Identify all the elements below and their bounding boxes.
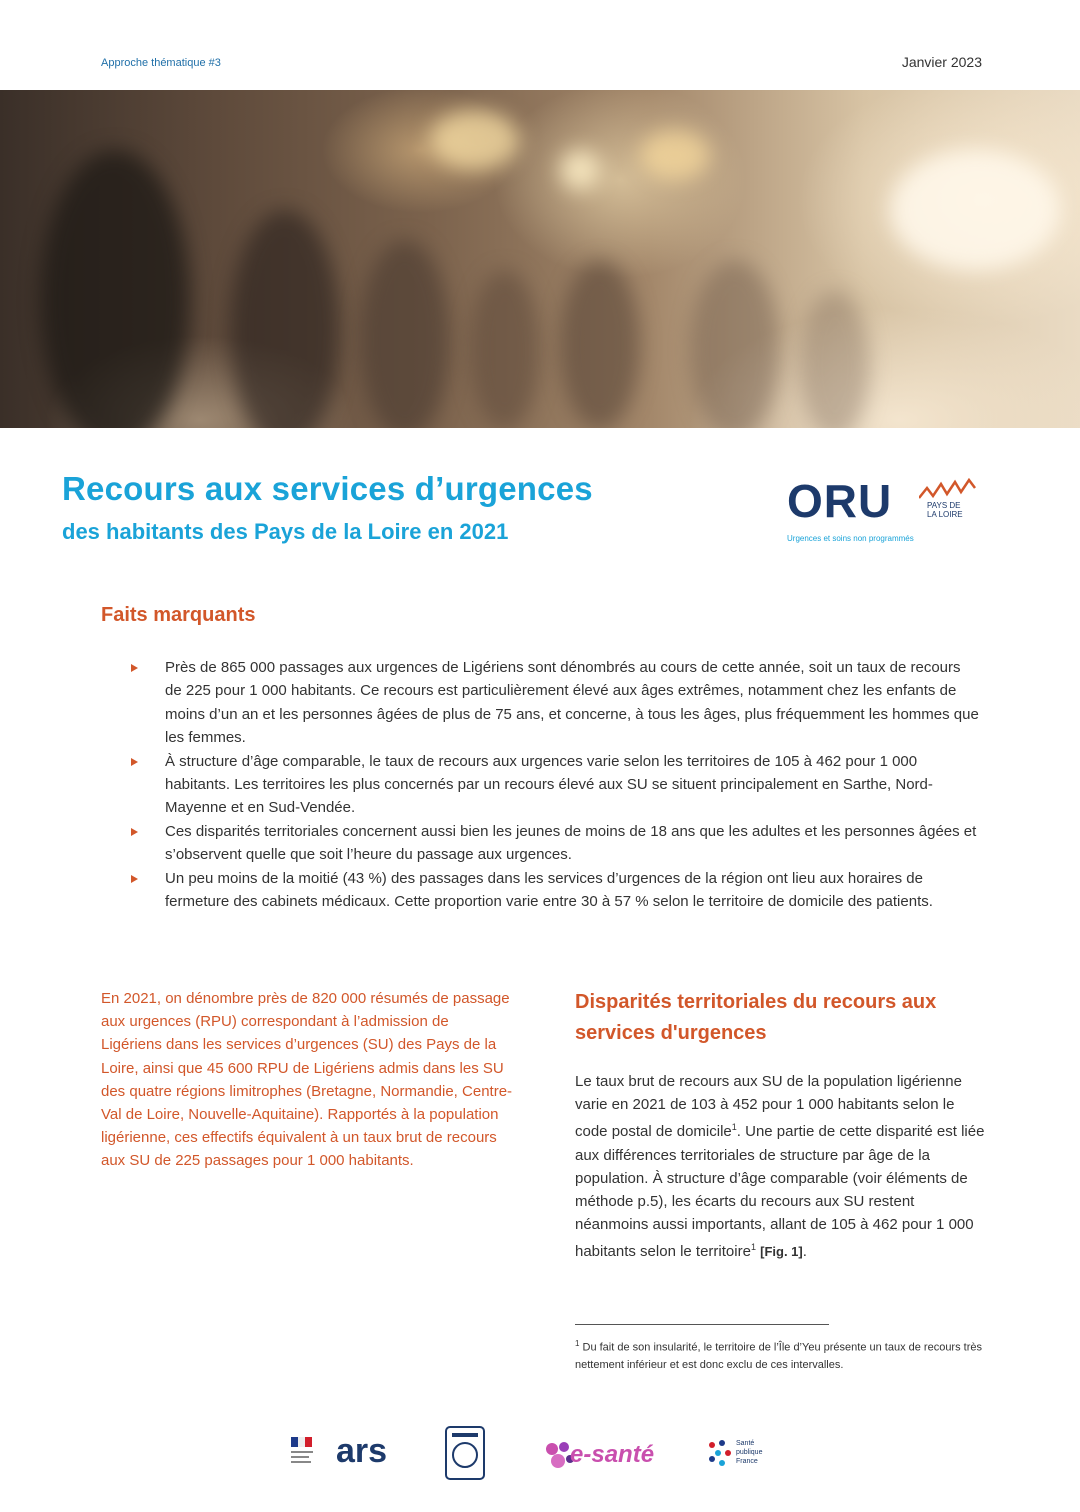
footnote: $^1$ Du fait de son insularité, le territoire de l’Île d’Yeu présente un taux de recours très nettement inférieur et est donc exclu de ces intervalles. (575, 1339, 982, 1372)
oru-logo-region: PAYS DE LA LOIRE (927, 501, 963, 519)
bullet-arrow-icon (131, 875, 138, 883)
oru-logo-text: ORU (787, 475, 893, 527)
faits-marquants-list (131, 656, 981, 913)
hero-photo (0, 90, 1080, 428)
republique-francaise-logo (291, 1437, 313, 1471)
disparites-paragraph: Le taux brut de recours aux SU de la population ligérienne varie en 2021 de 103 à 452 pour 1 000 habitants selon le code postal de domicile$^1$. Une partie de cette disparité est liée aux différences territoriales de structure par âge de la population. À structure d’âge comparable (voir éléments de méthode p.5), les écarts du recours aux SU restent néanmoins aussi importants, allant de 105 à 462 pour 1 000 habitants selon le territoire$^1$ [Fig. 1]. (575, 1073, 985, 1261)
bullet-arrow-icon (131, 828, 138, 836)
main-title: Recours aux services d’urgences (62, 470, 593, 507)
ors-logo (444, 1425, 486, 1481)
bullet-arrow-icon (131, 664, 138, 672)
publication-date: Janvier 2023 (901, 54, 982, 70)
bullet-arrow-icon (131, 758, 138, 766)
list-item: Ces disparités territoriales concernent aussi bien les jeunes de moins de 18 ans que les adultes et les personnes âgées et s’observent quelle que soit l’heure du passage aux urgences. (131, 820, 981, 867)
ars-logo: ars (336, 1432, 388, 1470)
list-item: À structure d’âge comparable, le taux de recours aux urgences varie selon les territoires de 105 à 462 pour 1 000 habitants. Les territoires les plus concernés par un recours élevé aux SU se situent principalement en Sarthe, Nord-Mayenne et en Sud-Vendée. (131, 750, 981, 820)
oru-logo (787, 476, 987, 546)
sante-publique-france-logo: Santé publique France (704, 1435, 794, 1475)
footnote-ref[interactable]: 1 (750, 1242, 756, 1253)
list-item: Un peu moins de la moitié (43 %) des passages dans les services d’urgences de la région ont lieu aux horaires de fermeture des cabinets médicaux. Cette proportion varie entre 30 à 57 % selon le territoire de domicile des patients. (131, 867, 981, 914)
oru-logo-wave-icon (919, 478, 979, 502)
faits-marquants-heading: Faits marquants (101, 604, 256, 626)
footnote-ref[interactable]: 1 (731, 1122, 737, 1133)
main-subtitle: des habitants des Pays de la Loire en 2021 (62, 519, 509, 544)
partner-logos (286, 1425, 806, 1485)
series-label: Approche thématique #3 (101, 57, 221, 69)
footnote-divider (575, 1324, 829, 1325)
intro-paragraph: En 2021, on dénombre près de 820 000 résumés de passage aux urgences (RPU) correspondant à l’admission de Ligériens dans les services d’urgences (SU) des Pays de la Loire, ainsi que 45 600 RPU de Ligériens admis dans les SU des quatre régions limitrophes (Bretagne, Normandie, Centre-Val de Loire, Nouvelle-Aquitaine). Rapportés à la population ligérienne, ces effectifs équivalent à un taux brut de recours aux SU de 225 passages pour 1 000 habitants. (101, 990, 513, 1170)
oru-logo-tagline: Urgences et soins non programmés (787, 534, 914, 543)
list-item: Près de 865 000 passages aux urgences de Ligériens sont dénombrés au cours de cette année, soit un taux de recours de 225 pour 1 000 habitants. Ce recours est particulièrement élevé aux âges extrêmes, notamment chez les enfants de moins d’un an et les personnes âgées de plus de 75 ans, et concerne, à tous les âges, plus fréquemment les hommes que les femmes. (131, 656, 981, 750)
disparites-heading: Disparités territoriales du recours aux services d'urgences (575, 991, 937, 1044)
esante-logo: e-santé (540, 1435, 670, 1475)
figure-reference[interactable]: [Fig. 1] (760, 1244, 803, 1260)
